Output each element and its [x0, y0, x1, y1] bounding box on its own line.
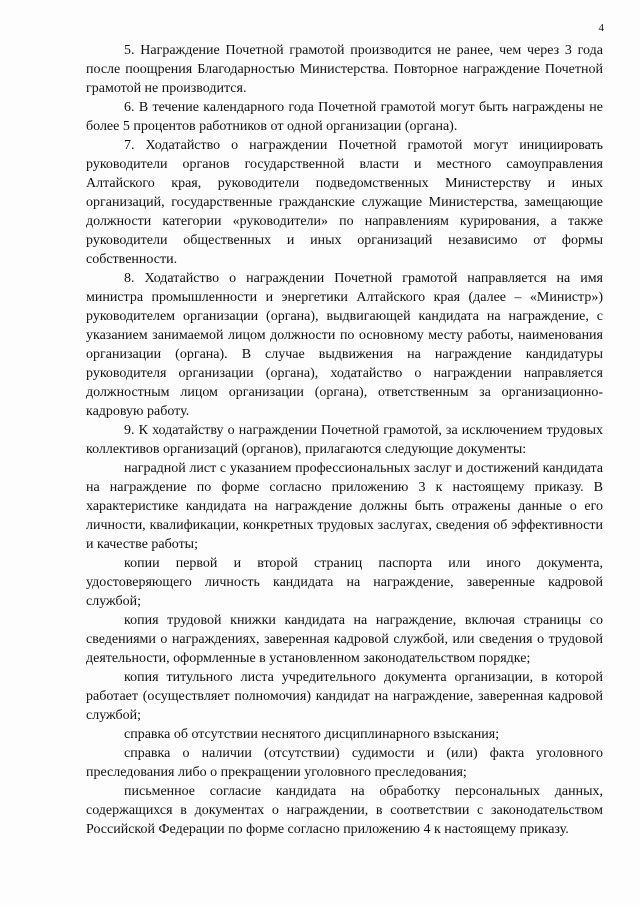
document-body	[86, 41, 603, 839]
paragraph-5: 5. Награждение Почетной грамотой производится не ранее, чем через 3 года после поощрения Благодарностью Министерства. Повторное награждение Почетной грамотой не производится.	[86, 43, 603, 96]
list-item-criminal-record-certificate: справка о наличии (отсутствии) судимости и (или) факта уголовного преследования либо о прекращении уголовного преследования;	[86, 746, 603, 780]
list-item-disciplinary-certificate: справка об отсутствии неснятого дисциплинарного взыскания;	[124, 727, 500, 742]
page-number: 4	[598, 22, 604, 34]
list-item-personal-data-consent: письменное согласие кандидата на обработку персональных данных, содержащихся в документах о награждении, в соответствии с законодательством Российской Федерации по форме согласно приложению 4 к настоящему приказу.	[86, 784, 603, 837]
paragraph-8: 8. Ходатайство о награждении Почетной грамотой направляется на имя министра промышленности и энергетики Алтайского края (далее – «Министр») руководителем организации (органа), выдвигающей кандидата на награждение, с указанием занимаемой лицом должности по основному месту работы, наименования организации (органа). В случае выдвижения на награждение кандидатуры руководителя организации (органа), ходатайство о награждении направляется должностным лицом организации (органа), ответственным за организационно-кадровую работу.	[86, 271, 603, 419]
list-item-award-sheet: наградной лист с указанием профессиональных заслуг и достижений кандидата на награждение по форме согласно приложению 3 к настоящему приказу. В характеристике кандидата на награждение должны быть отражены данные о его личности, квалификации, конкретных трудовых заслугах, сведения об эффективности и качестве работы;	[86, 461, 603, 552]
paragraph-6: 6. В течение календарного года Почетной грамотой могут быть награждены не более 5 процентов работников от одной организации (органа).	[86, 100, 603, 134]
list-item-employment-record: копия трудовой книжки кандидата на награждение, включая страницы со сведениями о награждениях, заверенная кадровой службой, или сведения о трудовой деятельности, оформленные в установленном законодательством порядке;	[86, 613, 603, 666]
paragraph-7: 7. Ходатайство о награждении Почетной грамотой могут инициировать руководители органов государственной власти и местного самоуправления Алтайского края, руководители подведомственных Министерству и иных организаций, государственные гражданские служащие Министерства, замещающие должности категории «руководители» по направлениям курирования, а также руководители общественных и иных организаций независимо от формы собственности.	[86, 138, 603, 267]
list-item-passport-copy: копии первой и второй страниц паспорта или иного документа, удостоверяющего личность кандидата на награждение, заверенные кадровой службой;	[86, 556, 603, 609]
list-item-title-page-copy: копия титульного листа учредительного документа организации, в которой работает (осуществляет полномочия) кандидат на награждение, заверенная кадровой службой;	[86, 670, 603, 723]
paragraph-9: 9. К ходатайству о награждении Почетной грамотой, за исключением трудовых коллективов организаций (органов), прилагаются следующие документы:	[86, 423, 603, 457]
